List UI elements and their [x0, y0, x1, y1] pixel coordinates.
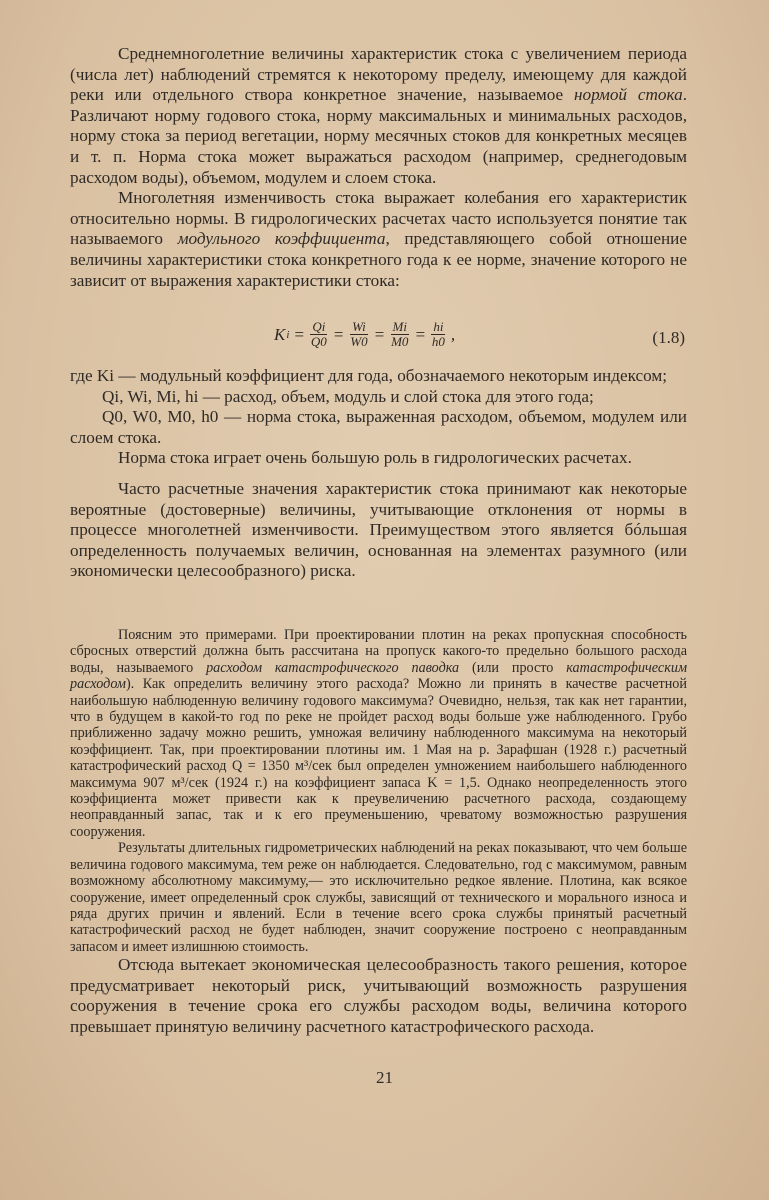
paragraph-design-values: Часто расчетные значения характеристик стока принимают как некоторые вероятные (достоверные) величины, учитывающие отклонения от нормы в процессе многолетней изменчивости. Преимуществом этого является бóльшая определенность получаемых величин, основанная на элементах разумного (или экономически целесообразного) риска.	[70, 478, 687, 581]
definition-ki: где Ki — модульный коэффициент для года, обозначаемого некоторым индексом;	[70, 366, 668, 385]
fraction-h: $\frac{hi}{h0}$	[431, 319, 445, 349]
fraction-m: $\frac{Mi}{M0}$	[391, 319, 409, 349]
term-catastrophic-discharge: катастрофическим расходом	[70, 659, 687, 693]
paragraph-norm-definition: Среднемноголетние величины характеристик стока с увеличением периода (числа лет) наблюдений стремятся к некоторому пределу, имеющему для каждой реки или отдельного створа конкретное значение, называемое нормой стока. Различают норму годового стока, норму максимальных и минимальных расходов, норму стока за период вегетации, норму месячных стоков для конкретных месяцев и т. п. Норма стока может выражаться расходом (например, среднегодовым расходом воды), объемом, модулем и слоем стока.	[70, 44, 687, 187]
term-modulus: модульного коэффициента	[177, 229, 386, 249]
page-number: 21	[376, 1068, 393, 1087]
small-paragraph-example: Поясним это примерами. При проектировании плотин на реках пропускная способность сбросных отверстий должна быть рассчитана на пропуск какого-то предельно большого расхода воды, называемого расходом катастрофического паводка (или просто катастрофическим расходом). Как определить величину этого расхода? Можно ли принять в качестве расчетной наибольшую наблюденную величину годового максимума? Очевидно, нельзя, так как нет гарантии, что в будущем в какой-то год по реке не пройдет расход воды больше уже наблюденного. Грубо приближенно задачу можно решить, умножая величину наблюденного максимума на некоторый коэффициент. Так, при проектировании плотины им. 1 Мая на р. Зарафшан (1928 г.) расчетный катастрофический расход Q = 1350 м³/сек был определен умножением наибольшего наблюденного максимума 907 м³/сек (1924 г.) на коэффициент запаса K = 1,5. Однако неопределенность этого коэффициента может привести как к преувеличению расчетного расхода, создающему неоправданный запас, так и к его преуменьшению, чреватому возможностью разрушения сооружения.	[70, 627, 687, 840]
definition-qi: Qi, Wi, Mi, hi — расход, объем, модуль и слой стока для этого года;	[102, 386, 594, 406]
formula-expression: K i = $\frac{Qi}{Q0}$ = $\frac{Wi}{W0}$ = $\frac{Mi}{M0}$ = $\frac{hi}{h0}$ ,	[274, 319, 456, 349]
main-text-top	[70, 44, 687, 291]
paragraph-modulus-coefficient: Многолетняя изменчивость стока выражает колебания его характеристик относительно нормы. В гидрологических расчетах часто используется понятие так называемого модульного коэффициента, представляющего собой отношение величины характеристики стока конкретного года к ее норме, значение которого не зависит от выражения характеристики стока:	[70, 188, 687, 290]
fraction-q: $\frac{Qi}{Q0}$	[310, 319, 327, 349]
definition-q0: Q0, W0, M0, h0 — норма стока, выраженная расходом, объемом, модулем или слоем стока.	[70, 407, 687, 447]
term-flood-discharge: расходом катастрофического паводка	[206, 659, 460, 676]
paragraph-economic-risk: Отсюда вытекает экономическая целесообразность такого решения, которое предусматривает некоторый риск, учитывающий возможность разрушения сооружения в течение срока его службы расходом воды, величина которого превышает принятую величину расчетного катастрофического расхода.	[70, 955, 687, 1036]
main-text-middle	[70, 366, 687, 582]
main-text-bottom	[70, 955, 687, 1037]
fraction-w: $\frac{Wi}{W0}$	[350, 319, 368, 349]
small-print-block	[70, 627, 687, 955]
term-norm: нормой стока	[574, 85, 683, 105]
formula-1-8	[70, 318, 687, 358]
equation-number: (1.8)	[652, 328, 685, 347]
paragraph-norm-role: Норма стока играет очень большую роль в гидрологических расчетах.	[118, 448, 632, 468]
small-paragraph-results: Результаты длительных гидрометрических наблюдений на реках показывают, что чем больше величина годового максимума, тем реже он наблюдается. Следовательно, год с максимумом, равным возможному абсолютному максимуму,— это исключительно редкое явление. Плотина, как всякое сооружение, имеет определенный срок службы, зависящий от технического и морального износа и ряда других причин и явлений. Если в течение всего срока службы принятый расчетный катастрофический расход не будет наблюден, значит сооружение построено с неоправданным запасом и имеет излишнюю стоимость.	[70, 840, 687, 955]
